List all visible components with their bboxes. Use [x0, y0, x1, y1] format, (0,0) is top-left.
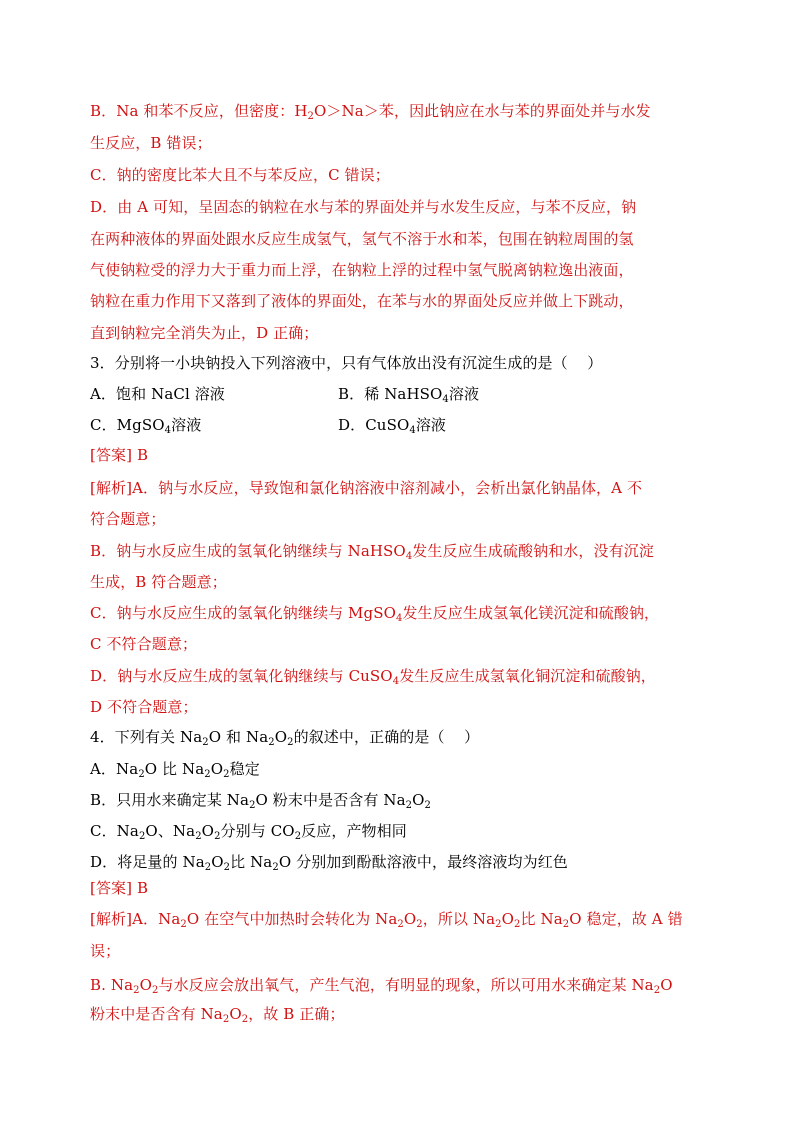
question-4-option-c: C．$Na_2O$、$Na_2O_2$分别与 $CO_2$反应，产物相同 — [90, 822, 407, 842]
question-4-option-b: B．只用水来确定某 $Na_2O$ 粉末中是否含有 $Na_2O_2$ — [90, 791, 431, 811]
question-3-explanation-b-line2: 生成，B 符合题意； — [90, 573, 227, 591]
prev-explanation-d-line4: 钠粒在重力作用下又落到了液体的界面处，在苯与水的界面处反应并做上下跳动， — [90, 292, 634, 310]
question-3-option-a: A．饱和 NaCl 溶液 — [90, 385, 225, 403]
prev-explanation-d-line3: 气使钠粒受的浮力大于重力而上浮，在钠粒上浮的过程中氢气脱离钠粒逸出液面， — [90, 261, 634, 279]
question-3-explanation-d-line2: D 不符合题意； — [90, 698, 198, 716]
question-3-answer: [答案] B — [90, 446, 149, 464]
question-3-option-c: C．MgSO$_4$溶液 — [90, 416, 202, 436]
prev-explanation-d-line5: 直到钠粒完全消失为止，D 正确； — [90, 324, 319, 342]
question-3-explanation-b-line1: B．钠与水反应生成的氢氧化钠继续与 NaHSO$_4$发生反应生成硫酸钠和水，没有沉淀 — [90, 542, 654, 562]
question-4-stem: 4．下列有关 $Na_2O$ 和 $Na_2O_2$的叙述中，正确的是（ ） — [90, 728, 480, 748]
question-3-option-b: B．稀 NaHSO$_4$溶液 — [338, 385, 480, 405]
question-4-option-a: A．$Na_2O$ 比 $Na_2O_2$稳定 — [90, 760, 260, 780]
question-4-option-d: D．将足量的 $Na_2O_2$比 $Na_2O$ 分别加到酚酞溶液中，最终溶液均为红色 — [90, 853, 568, 873]
question-3-explanation-a-line1: [解析]A．钠与水反应，导致饱和氯化钠溶液中溶剂减小，会析出氯化钠晶体，A 不 — [90, 479, 643, 497]
question-3-stem: 3．分别将一小块钠投入下列溶液中，只有气体放出没有沉淀生成的是（ ） — [90, 354, 603, 372]
question-3-explanation-c-line1: C．钠与水反应生成的氢氧化钠继续与 MgSO$_4$发生反应生成氢氧化镁沉淀和硫酸钠， — [90, 604, 660, 624]
question-3-option-d: D．CuSO$_4$溶液 — [338, 416, 447, 436]
prev-explanation-c: C．钠的密度比苯大且不与苯反应，C 错误； — [90, 166, 390, 184]
prev-explanation-d-line2: 在两种液体的界面处跟水反应生成氢气，氢气不溶于水和苯，包围在钠粒周围的氢 — [90, 230, 634, 248]
prev-explanation-b: B．Na 和苯不反应，但密度：$H_2O>Na>$苯，因此钠应在水与苯的界面处并与水发 — [90, 102, 651, 122]
question-3-explanation-a-line2: 符合题意； — [90, 510, 166, 528]
question-3-explanation-c-line2: C 不符合题意； — [90, 635, 198, 653]
question-4-answer: [答案] B — [90, 879, 149, 897]
question-4-explanation-a-line1: [解析]A．$Na_2O$ 在空气中加热时会转化为 $Na_2O_2$，所以 $Na_2O_2$比 $Na_2O$ 稳定，故 A 错 — [90, 910, 683, 930]
prev-explanation-d-line1: D．由 A 可知，呈固态的钠粒在水与苯的界面处并与水发生反应，与苯不反应，钠 — [90, 198, 637, 216]
question-3-explanation-d-line1: D．钠与水反应生成的氢氧化钠继续与 CuSO$_4$发生反应生成氢氧化铜沉淀和硫酸钠， — [90, 667, 656, 687]
question-4-explanation-a-line2: 误； — [90, 942, 121, 960]
prev-explanation-b-cont: 生反应，B 错误； — [90, 134, 212, 152]
question-4-explanation-b-line2: 粉末中是否含有 $Na_2O_2$，故 B 正确； — [90, 1005, 345, 1025]
question-4-explanation-b-line1: B. $Na_2O_2$与水反应会放出氧气，产生气泡，有明显的现象，所以可用水来确定某 $Na_2O$ — [90, 976, 673, 996]
